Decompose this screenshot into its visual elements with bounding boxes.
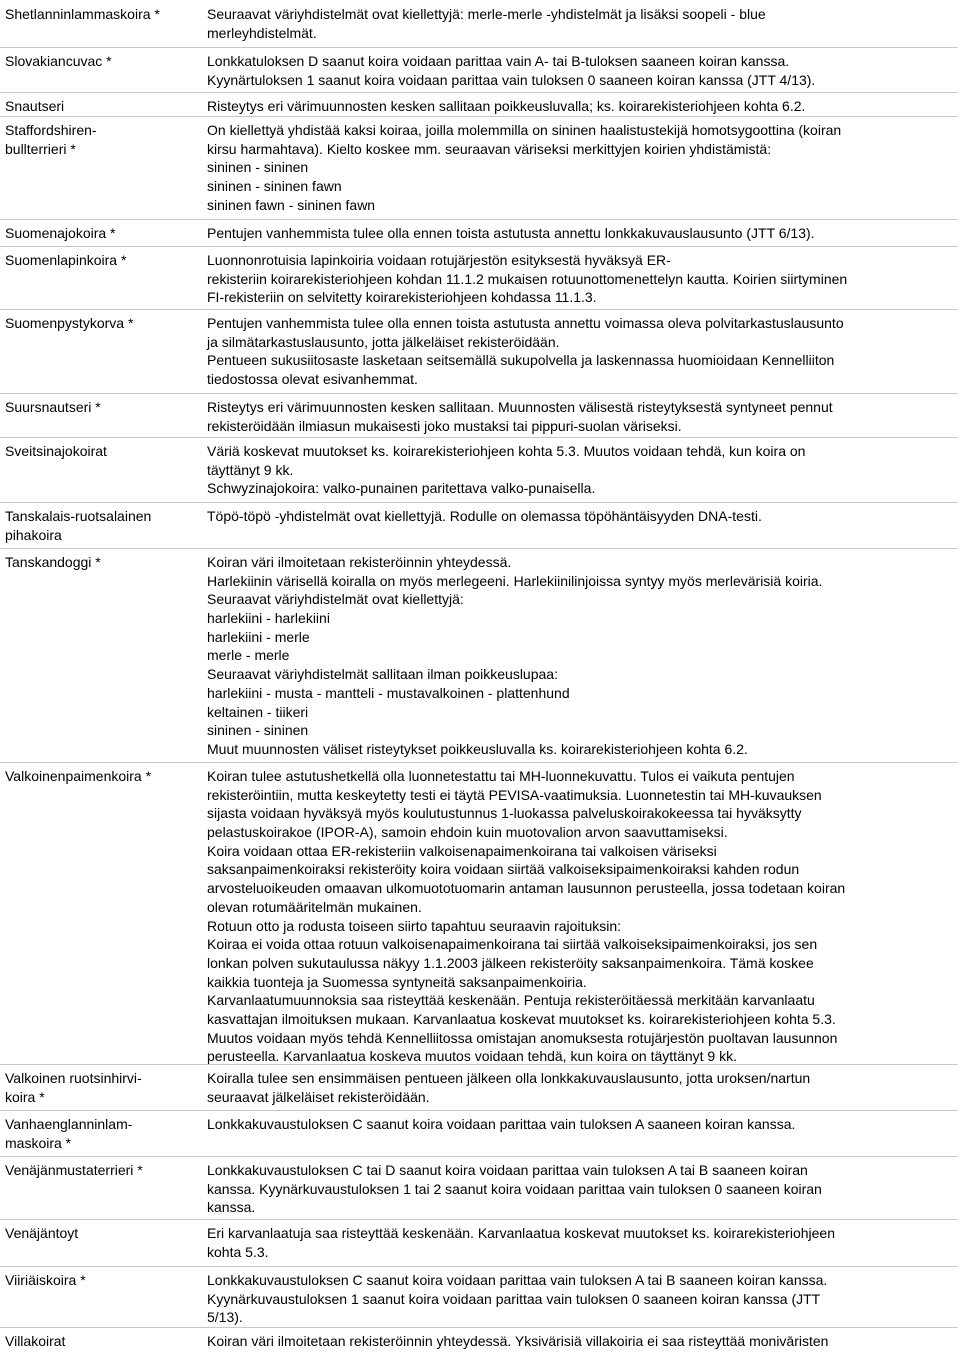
rule-text-line: Seuraavat väriyhdistelmät ovat kiellettyjä: merle-merle -yhdistelmät ja lisäksi soopeli - blue	[207, 6, 766, 22]
breed-row	[0, 1327, 960, 1349]
rule-text-line: lonkan polven sukutaulussa näkyy 1.1.2003 jälkeen rekisteröity saksanpaimenkoira. Tämä koskee	[207, 954, 814, 971]
rule-text-line: FI-rekisteriin on selvitetty koirarekisteriohjeen kohdassa 11.1.3.	[207, 289, 597, 306]
breed-row	[0, 1110, 960, 1151]
breed-name-line: bullterrieri *	[5, 140, 76, 157]
breed-row	[0, 548, 960, 757]
breed-name-line: Suomenpystykorva *	[5, 315, 134, 331]
row-divider	[0, 309, 958, 310]
breed-name-line: Viiriäiskoira *	[5, 1272, 86, 1288]
rule-text-line: Muut muunnosten väliset risteytykset poikkeusluvalla ks. koirarekisteriohjeen kohta 6.2.	[207, 740, 748, 757]
row-divider	[0, 1266, 958, 1267]
breed-name	[5, 1271, 197, 1290]
breed-name-line: Venäjäntoyt	[5, 1225, 79, 1241]
breed-row	[0, 1064, 960, 1105]
breed-name-line: Valkoinen ruotsinhirvi-	[5, 1070, 142, 1086]
breed-name	[5, 1332, 197, 1351]
breed-name	[5, 553, 197, 572]
breed-row	[0, 1219, 960, 1260]
breed-row	[0, 1156, 960, 1216]
rule-text-line: Kyynärtuloksen 1 saanut koira voidaan parittaa vain tuloksen 0 saaneen koiran kanssa (JTT 4/13).	[207, 71, 816, 88]
rule-text-line: merleyhdistelmät.	[207, 24, 317, 41]
breed-rule-text	[207, 1161, 952, 1217]
rule-text-line: arvosteluoikeuden omaavan ulkomuototuomarin antaman lausunnon perusteella, jossa todetaan koiran	[207, 880, 846, 897]
rule-text-line: kanssa. Kyynärkuvaustuloksen 1 tai 2 saanut koira voidaan parittaa vain tuloksen 0 saaneen koiran	[207, 1180, 822, 1197]
breed-name-line: Tanskalais-ruotsalainen	[5, 508, 152, 524]
rule-text-line: sininen fawn - sininen fawn	[207, 196, 376, 213]
breed-rule-text	[207, 507, 952, 526]
row-divider	[0, 1156, 958, 1157]
rule-text-line: kasvattajan ilmoituksen mukaan. Karvanlaatua koskevat muutokset ks. koirarekisteriohjeen kohta 5.3.	[207, 1010, 836, 1027]
row-divider	[0, 92, 958, 93]
breed-rule-text	[207, 1115, 952, 1134]
breed-name	[5, 224, 197, 243]
rule-text-line: Risteytys eri värimuunnosten kesken sallitaan. Muunnosten välisestä risteytyksestä syntyneet pennut	[207, 399, 833, 415]
breed-rule-text	[207, 553, 952, 759]
rule-text-line: sijasta voidaan hyväksyä myös koulutustunnus 1-luokassa palveluskoirakokeessa tai hyväksytty	[207, 805, 802, 822]
breed-name	[5, 121, 197, 158]
rule-text-line: Pentujen vanhemmista tulee olla ennen toista astutusta annettu voimassa oleva polvitarkastuslausunto	[207, 315, 844, 331]
breed-name	[5, 1069, 197, 1106]
breed-name-line: Sveitsinajokoirat	[5, 443, 107, 459]
rule-text-line: Lonkkakuvaustuloksen C tai D saanut koira voidaan parittaa vain tuloksen A tai B saaneen koiran	[207, 1162, 808, 1178]
breed-row	[0, 1266, 960, 1326]
breed-row	[0, 0, 960, 41]
breed-rule-text	[207, 5, 952, 42]
rule-text-line: Seuraavat väriyhdistelmät ovat kiellettyjä:	[207, 591, 464, 608]
rule-text-line: Koiran väri ilmoitetaan rekisteröinnin yhteydessä.	[207, 554, 512, 570]
rule-text-line: rekisteröidään ilmiasun mukaisesti joko mustaksi tai pippuri-suolan väriseksi.	[207, 417, 682, 434]
breed-name-line: Suomenajokoira *	[5, 225, 116, 241]
breed-row	[0, 502, 960, 543]
rule-text-line: Koiraa ei voida ottaa rotuun valkoisenapaimenkoirana tai siirtää valkoiseksipaimenkoiraksi, jos sen	[207, 936, 818, 953]
rule-text-line: Kyynärkuvaustuloksen 1 saanut koira voidaan parittaa vain tuloksen 0 saaneen koiran kanssa (JTT	[207, 1290, 821, 1307]
row-divider	[0, 116, 958, 117]
row-divider	[0, 502, 958, 503]
rule-text-line: kaikkia tuonteja ja Suomessa syntyneitä saksanpaimenkoiria.	[207, 973, 587, 990]
breed-name-line: pihakoira	[5, 526, 62, 543]
rule-text-line: ja silmätarkastuslausunto, jotta jälkeläiset rekisteröidään.	[207, 333, 560, 350]
rule-text-line: perusteella. Karvanlaatua koskeva muutos voidaan tehdä, kun koira on täyttänyt 9 kk.	[207, 1048, 737, 1065]
rule-text-line: Seuraavat väriyhdistelmät sallitaan ilman poikkeuslupaa:	[207, 666, 558, 683]
breed-row	[0, 92, 960, 114]
rule-text-line: harlekiini - merle	[207, 628, 310, 645]
breed-row	[0, 393, 960, 434]
breed-rule-text	[207, 442, 952, 498]
breed-rule-text	[207, 251, 952, 307]
breed-row	[0, 437, 960, 497]
breed-name-line: Suomenlapinkoira *	[5, 252, 127, 268]
row-divider	[0, 393, 958, 394]
rule-text-line: kirsu harmahtava). Kielto koskee mm. seuraavan väriseksi merkittyjen koirien yhdistämistä:	[207, 140, 772, 157]
rule-text-line: Schwyzinajokoira: valko-punainen paritettava valko-punaisella.	[207, 480, 596, 497]
rule-text-line: Koiralla tulee sen ensimmäisen pentueen jälkeen olla lonkkakuvauslausunto, jotta uroksen/nartun	[207, 1070, 811, 1086]
rule-text-line: Rotuun otto ja rodusta toiseen siirto tapahtuu seuraavin rajoituksin:	[207, 917, 622, 934]
breed-rule-text	[207, 224, 952, 243]
breed-name	[5, 398, 197, 417]
breed-rule-text	[207, 97, 952, 116]
rule-text-line: kanssa.	[207, 1199, 256, 1216]
rule-text-line: On kiellettyä yhdistää kaksi koiraa, joilla molemmilla on sininen haalistustekijä homotsygoottina (koiran	[207, 122, 842, 138]
breed-name	[5, 442, 197, 461]
rule-text-line: Luonnonrotuisia lapinkoiria voidaan rotujärjestön esityksestä hyväksyä ER-	[207, 252, 671, 268]
breed-rule-text	[207, 398, 952, 435]
breed-name	[5, 1224, 197, 1243]
breed-name-line: maskoira *	[5, 1134, 72, 1151]
rule-text-line: Pentueen sukusiitosaste lasketaan seitsemällä sukupolvella ja laskennassa huomioidaan Kennelliiton	[207, 352, 835, 369]
breed-rule-text	[207, 1069, 952, 1106]
row-divider	[0, 219, 958, 220]
rule-text-line: Koiran tulee astutushetkellä olla luonnetestattu tai MH-luonnekuvattu. Tulos ei vaikuta pentujen	[207, 768, 795, 784]
breed-name-line: Tanskandoggi *	[5, 554, 101, 570]
rule-text-line: täyttänyt 9 kk.	[207, 461, 294, 478]
rule-text-line: rekisteriin koirarekisteriohjeen kohdan 11.1.2 mukaisen rotuunottomenettelyn kautta. Koirien siirtyminen	[207, 270, 848, 287]
row-divider	[0, 246, 958, 247]
breed-row	[0, 309, 960, 388]
rule-text-line: kohta 5.3.	[207, 1243, 269, 1260]
rule-text-line: Väriä koskevat muutokset ks. koirarekisteriohjeen kohta 5.3. Muutos voidaan tehdä, kun koira on	[207, 443, 806, 459]
breed-name-line: Vanhaenglanninlam-	[5, 1116, 133, 1132]
rule-text-line: harlekiini - musta - mantteli - mustavalkoinen - plattenhund	[207, 684, 570, 701]
breed-rule-text	[207, 767, 952, 1066]
rule-text-line: Risteytys eri värimuunnosten kesken sallitaan poikkeusluvalla; ks. koirarekisteriohjeen kohta 6.2.	[207, 98, 806, 114]
row-divider	[0, 1110, 958, 1111]
breed-row	[0, 116, 960, 213]
breed-name	[5, 52, 197, 71]
breed-name-line: koira *	[5, 1088, 45, 1105]
rule-text-line: Eri karvanlaatuja saa risteyttää keskenään. Karvanlaatua koskevat muutokset ks. koirarekisteriohjeen	[207, 1225, 835, 1241]
breed-name	[5, 507, 197, 544]
breed-name-line: Staffordshiren-	[5, 122, 97, 138]
rule-text-line: tiedostossa olevat esivanhemmat.	[207, 371, 418, 388]
breed-row	[0, 47, 960, 88]
rule-text-line: Muutos voidaan myös tehdä Kennelliitossa omistajan anomuksesta rotujärjestön puoltavan lausunnon	[207, 1029, 838, 1046]
breed-rule-text	[207, 1271, 952, 1327]
breed-name-line: Venäjänmustaterrieri *	[5, 1162, 143, 1178]
breed-name-line: Shetlanninlammaskoira *	[5, 6, 160, 22]
breed-name-line: Snautseri	[5, 98, 65, 114]
rule-text-line: keltainen - tiikeri	[207, 703, 309, 720]
breed-name	[5, 1161, 197, 1180]
rule-text-line: Karvanlaatumuunnoksia saa risteyttää keskenään. Pentuja rekisteröitäessä merkitään karvanlaatu	[207, 992, 815, 1009]
breed-rule-text	[207, 1332, 952, 1351]
breed-row	[0, 219, 960, 241]
row-divider	[0, 437, 958, 438]
rule-text-line: sininen - sininen	[207, 722, 309, 739]
rule-text-line: seuraavat jälkeläiset rekisteröidään.	[207, 1088, 430, 1105]
rule-text-line: Harlekiinin värisellä koiralla on myös merlegeeni. Harlekiinilinjoissa syntyy myös merlevärisiä koiria.	[207, 572, 823, 589]
rule-text-line: harlekiini - harlekiini	[207, 610, 330, 627]
row-divider	[0, 47, 958, 48]
rule-text-line: Koiran väri ilmoitetaan rekisteröinnin yhteydessä. Yksivärisiä villakoiria ei saa risteyttää monivāristen	[207, 1333, 829, 1349]
breed-name	[5, 314, 197, 333]
breed-name	[5, 1115, 197, 1152]
breed-row	[0, 762, 960, 1065]
rule-text-line: Pentujen vanhemmista tulee olla ennen toista astutusta annettu lonkkakuvauslausunto (JTT 6/13).	[207, 225, 815, 241]
rule-text-line: pelastuskoirakoe (IPOR-A), samoin ehdoin kuin muotovalion arvon saavuttamiseksi.	[207, 824, 728, 841]
row-divider	[0, 1327, 958, 1328]
breed-name	[5, 767, 197, 786]
breed-name-line: Villakoirat	[5, 1333, 66, 1349]
rule-text-line: sininen - sininen	[207, 159, 309, 176]
row-divider	[0, 548, 958, 549]
breed-name	[5, 97, 197, 116]
breed-name-line: Slovakiancuvac *	[5, 53, 112, 69]
row-divider	[0, 1219, 958, 1220]
rule-text-line: Lonkkakuvaustuloksen C saanut koira voidaan parittaa vain tuloksen A tai B saaneen koiran kanssa.	[207, 1272, 828, 1288]
breed-name-line: Suursnautseri *	[5, 399, 101, 415]
breed-rule-text	[207, 1224, 952, 1261]
rule-text-line: 5/13).	[207, 1309, 243, 1326]
rule-text-line: olevan rotumääritelmän mukainen.	[207, 898, 422, 915]
rule-text-line: sininen - sininen fawn	[207, 178, 342, 195]
breed-rule-text	[207, 121, 952, 214]
rule-text-line: rekisteröintiin, mutta keskeytetty testi ei täytä PEVISA-vaatimuksia. Luonnetestin tai MH-kuvauksen	[207, 786, 822, 803]
breed-name	[5, 251, 197, 270]
rule-text-line: Lonkkakuvaustuloksen C saanut koira voidaan parittaa vain tuloksen A saaneen koiran kanssa.	[207, 1116, 796, 1132]
breed-rule-text	[207, 314, 952, 389]
row-divider	[0, 1064, 958, 1065]
rule-text-line: saksanpaimenkoiraksi rekisteröity koira voidaan siirtää valkoiseksipaimenkoiraksi kahden rodun	[207, 861, 800, 878]
row-divider	[0, 762, 958, 763]
breed-row	[0, 246, 960, 306]
breed-name	[5, 5, 197, 24]
rule-text-line: Töpö-töpö -yhdistelmät ovat kiellettyjä. Rodulle on olemassa töpöhäntäisyyden DNA-testi.	[207, 508, 762, 524]
rule-text-line: Koira voidaan ottaa ER-rekisteriin valkoisenapaimenkoirana tai valkoisen väriseksi	[207, 842, 717, 859]
breed-rule-text	[207, 52, 952, 89]
rule-text-line: merle - merle	[207, 647, 290, 664]
breed-name-line: Valkoinenpaimenkoira *	[5, 768, 152, 784]
rule-text-line: Lonkkatuloksen D saanut koira voidaan parittaa vain A- tai B-tuloksen saaneen koiran kanssa.	[207, 53, 790, 69]
